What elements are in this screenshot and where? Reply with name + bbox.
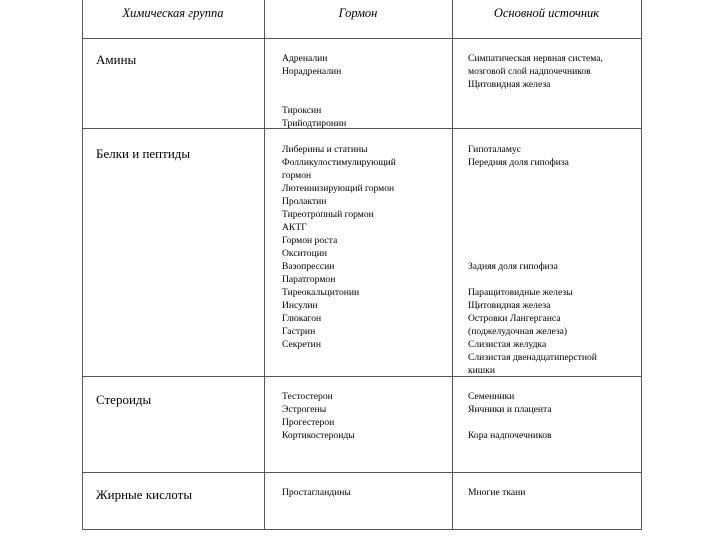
sources-fatty-acids <box>468 486 525 499</box>
source-item: Гипоталамус <box>468 144 521 155</box>
hormone-item: Простагландины <box>282 487 351 498</box>
hormone-item: Тиреокальцитонин <box>282 287 360 298</box>
source-item: Кора надпочечников <box>468 430 552 441</box>
group-steroids: Стероиды <box>96 392 152 407</box>
source-item <box>468 234 597 247</box>
source-item <box>468 182 597 195</box>
hormone-item: Гастрин <box>282 326 316 337</box>
hormones-proteins <box>282 143 396 351</box>
hormone-item: Тестостерон <box>282 391 333 402</box>
hormone-item: Окситоцин <box>282 248 328 259</box>
hormone-item: Пролактин <box>282 196 327 207</box>
hormone-item: Либерины и статины <box>282 144 368 155</box>
source-item: Паращитовидные железы <box>468 287 573 298</box>
hormone-item: Тиреотропный гормон <box>282 209 374 220</box>
sources-amines <box>468 52 603 91</box>
group-fatty-acids: Жирные кислоты <box>96 487 193 502</box>
hormone-item: Адреналин <box>282 53 328 64</box>
source-item <box>468 195 597 208</box>
row-divider-1 <box>82 128 642 129</box>
source-item: Слизистая желудка <box>468 339 547 350</box>
source-item: кишки <box>468 365 495 376</box>
table-border-right <box>641 0 642 530</box>
hormone-item: Прогестерон <box>282 417 335 428</box>
source-item: Слизистая двенадцатиперстной <box>468 352 597 363</box>
source-item: Яичники и плацента <box>468 404 552 415</box>
hormone-item: Секретин <box>282 339 321 350</box>
source-item <box>468 247 597 260</box>
table-border-left <box>82 0 83 530</box>
hormone-item: Паратгормон <box>282 274 336 285</box>
source-item: Островки Лангерганса <box>468 313 561 324</box>
source-item <box>468 416 552 429</box>
hormone-item: Лютеинизирующий гормон <box>282 183 395 194</box>
source-item: Щитовидная железа <box>468 79 551 90</box>
hormone-item: Гормон роста <box>282 235 338 246</box>
row-divider-3 <box>82 472 642 473</box>
hormones-steroids <box>282 390 355 442</box>
hormone-item: Глюкагон <box>282 313 322 324</box>
hormone-item: гормон <box>282 170 312 181</box>
group-amines: Амины <box>96 52 137 67</box>
hormone-item: Норадреналин <box>282 66 342 77</box>
column-divider-1 <box>264 0 265 530</box>
sources-proteins <box>468 143 597 377</box>
hormone-item: Кортикостероиды <box>282 430 355 441</box>
row-divider-header <box>82 38 642 39</box>
hormone-item: Трийодтиронин <box>282 118 347 129</box>
hormones-amines <box>282 52 346 130</box>
source-item: (поджелудочная железа) <box>468 326 568 337</box>
source-item <box>468 169 597 182</box>
table-border-bottom <box>82 529 642 530</box>
header-group: Химическая группа <box>122 6 224 20</box>
hormone-item: Вазопрессин <box>282 261 335 272</box>
hormone-item: АКТГ <box>282 222 307 233</box>
source-item <box>468 273 597 286</box>
group-proteins-peptides: Белки и пептиды <box>96 146 191 161</box>
hormones-fatty-acids <box>282 486 351 499</box>
hormone-item: Инсулин <box>282 300 318 311</box>
sources-steroids <box>468 390 552 442</box>
source-item: мозговой слой надпочечников <box>468 66 591 77</box>
hormone-item <box>282 78 346 91</box>
hormone-item: Эстрогены <box>282 404 327 415</box>
source-item: Многие ткани <box>468 487 526 498</box>
header-source: Основной источник <box>493 6 600 20</box>
source-item: Семенники <box>468 391 515 402</box>
source-item <box>468 221 597 234</box>
hormone-item <box>282 91 346 104</box>
source-item: Передняя доля гипофиза <box>468 157 569 168</box>
hormone-item: Тироксин <box>282 105 322 116</box>
source-item: Щитовидная железа <box>468 300 551 311</box>
hormone-item: Фолликулостимулирующий <box>282 157 396 168</box>
column-divider-2 <box>452 0 453 530</box>
hormone-table <box>82 0 642 530</box>
header-hormone: Гормон <box>338 6 378 20</box>
source-item <box>468 208 597 221</box>
source-item: Задняя доля гипофиза <box>468 261 558 272</box>
source-item: Симпатическая нервная система, <box>468 53 603 64</box>
